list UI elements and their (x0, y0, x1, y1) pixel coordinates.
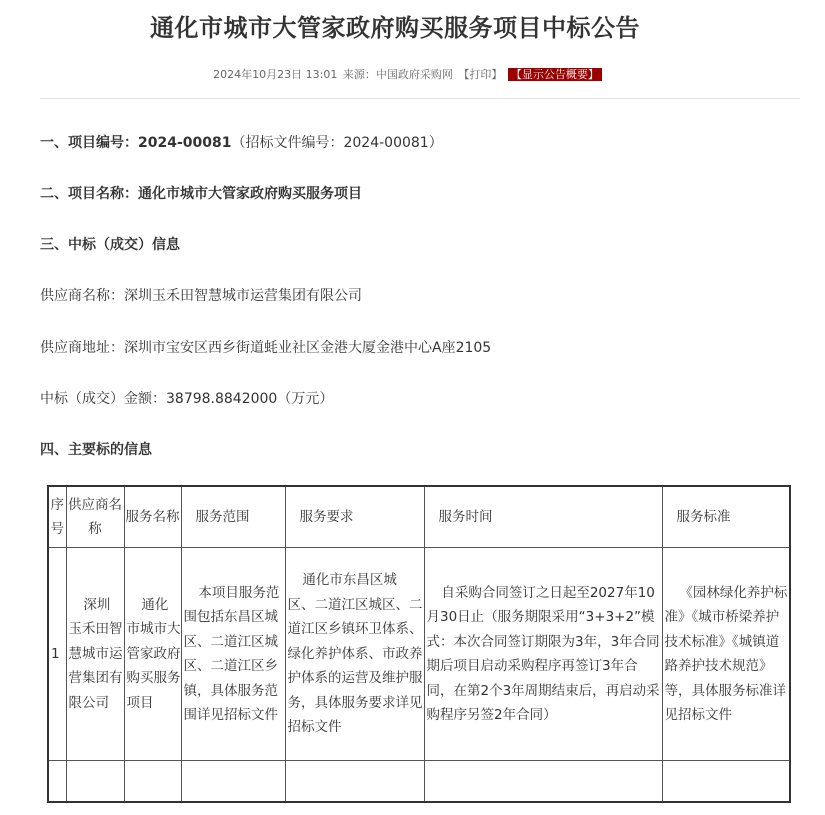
header-time: 服务时间 (424, 486, 662, 548)
header-requirements: 服务要求 (285, 486, 424, 548)
project-name-value: 通化市城市大管家政府购买服务项目 (138, 186, 362, 202)
supplier-name: 供应商名称：深圳玉禾田智慧城市运营集团有限公司 (40, 288, 362, 304)
subject-table (47, 485, 791, 803)
cell-scope: 本项目服务范围包括东昌区城区、二道江区城区、二道江区乡镇，具体服务范围详见招标文件 (181, 548, 285, 761)
header-supplier: 供应商名称 (66, 486, 124, 548)
cell-time: 自采购合同签订之日起至2027年10月30日止（服务期限采用“3+3+2”模式：本次合同签订期限为3年，3年合同期后项目启动采购程序再签订3年合同，在第2个3年周期结束后，再启动采购程序另签2年合同） (424, 548, 662, 761)
empty-cell (424, 761, 662, 803)
show-summary-button[interactable]: 【显示公告概要】 (508, 68, 602, 81)
table-row (48, 548, 790, 761)
header-scope: 服务范围 (181, 486, 285, 548)
empty-cell (66, 761, 124, 803)
project-number-label: 一、项目编号： (40, 135, 138, 151)
cell-service-name: 通化市城市大管家政府购买服务项目 (124, 548, 181, 761)
empty-cell (662, 761, 790, 803)
header-service-name: 服务名称 (124, 486, 181, 548)
header-standard: 服务标准 (662, 486, 790, 548)
table-empty-row (48, 761, 790, 803)
supplier-address: 供应商地址：深圳市宝安区西乡街道蚝业社区金港大厦金港中心A座2105 (40, 340, 492, 356)
divider (40, 98, 800, 99)
print-link[interactable]: 【打印】 (458, 68, 503, 81)
subject-table-wrap (47, 485, 791, 803)
project-name-label: 二、项目名称： (40, 186, 138, 202)
cell-requirements: 通化市东昌区城区、二道江区城区、二道江区乡镇环卫体系、绿化养护体系、市政养护体系的运营及维护服务，具体服务要求详见招标文件 (285, 548, 424, 761)
project-number-value: 2024-00081 (138, 135, 232, 151)
award-amount: 中标（成交）金额：38798.8842000（万元） (40, 391, 334, 407)
empty-cell (285, 761, 424, 803)
cell-no: 1 (48, 548, 66, 761)
table-header-row (48, 486, 790, 548)
publish-datetime: 2024年10月23日 13:01 (213, 68, 338, 81)
header-no: 序号 (48, 486, 66, 548)
source-label: 来源：中国政府采购网 (342, 68, 453, 81)
tender-doc-number: （招标文件编号：2024-00081） (231, 135, 443, 151)
project-name-line (40, 183, 362, 203)
empty-cell (48, 761, 66, 803)
empty-cell (124, 761, 181, 803)
cell-supplier: 深圳玉禾田智慧城市运营集团有限公司 (66, 548, 124, 761)
cell-standard: 《园林绿化养护标准》《城市桥梁养护技术标准》《城镇道路养护技术规范》等，具体服务标准详见招标文件 (662, 548, 790, 761)
article-meta (0, 66, 815, 82)
main-subject-heading: 四、主要标的信息 (40, 442, 152, 458)
page-title: 通化市城市大管家政府购买服务项目中标公告 (150, 14, 640, 42)
award-info-heading: 三、中标（成交）信息 (40, 237, 180, 253)
project-number-line (40, 132, 443, 152)
empty-cell (181, 761, 285, 803)
